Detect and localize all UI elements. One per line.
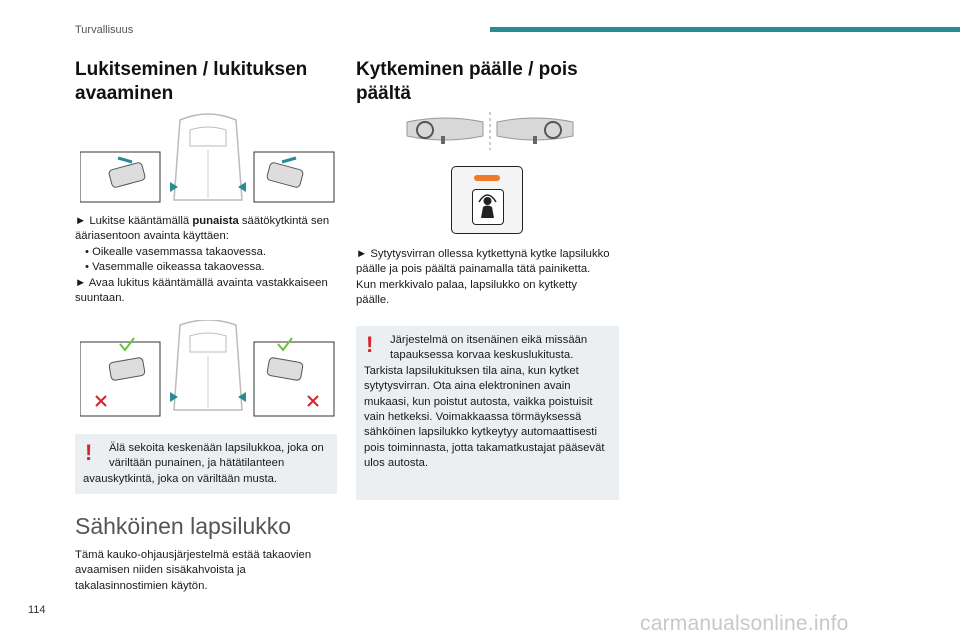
lock-step-1-pre: ► Lukitse kääntämällä xyxy=(75,215,193,227)
warning-text-rest: avauskytkintä, joka on väriltään musta. xyxy=(83,472,278,485)
lock-step-1-post: säätökytkintä sen ääriasentoon avainta käyttäen: xyxy=(75,215,330,243)
child-lock-button xyxy=(451,166,523,234)
heading-lock-unlock: Lukitseminen / lukituksen avaaminen xyxy=(75,59,308,104)
warning-text-rest: Tarkista lapsilukituksen tila aina, kun kytket sytytysvirran. Ota aina elektroninen avain mukaasi, kun poistut autosta, vaikka poistuisit vain hetkeksi. Voimakkaassa törmäyksessä sähköinen lapsilukko kytkeytyy automaattisesti pois toiminnasta, jotta takamatkustajat pääsevät ulos autosta. xyxy=(364,364,605,470)
toggle-text: ► Sytytysvirran ollessa kytkettynä kytke lapsilukko päälle ja pois päältä painamalla tätä painiketta. xyxy=(356,248,610,276)
lock-step-2: ► Avaa lukitus kääntämällä avainta vastakkaiseen suuntaan. xyxy=(75,276,328,305)
warning-icon: ! xyxy=(85,440,93,465)
page-number: 114 xyxy=(28,604,46,616)
child-lock-icon xyxy=(472,189,504,225)
lock-step-1-bold: punaista xyxy=(192,215,239,227)
warning-text-first: Älä sekoita keskenään lapsilukkoa, joka on väriltään punainen, ja hätätilanteen xyxy=(109,442,324,470)
warning-icon: ! xyxy=(366,332,374,357)
dashboard-illustration xyxy=(405,110,575,155)
watermark: carmanualsonline.info xyxy=(640,612,849,635)
warning-box-electric xyxy=(356,326,619,500)
heading-electric-child-lock: Sähköinen lapsilukko xyxy=(75,513,292,539)
toggle-instructions xyxy=(356,247,611,309)
warning-text-first: Järjestelmä on itsenäinen eikä missään tapauksessa korvaa keskuslukitusta. xyxy=(390,334,588,362)
lock-bullet-1: • Oikealle vasemmassa takaovessa. xyxy=(85,245,267,258)
lock-instructions xyxy=(75,214,340,306)
electric-child-lock-text: Tämä kauko-ohjausjärjestelmä estää takaovien avaamisen niiden sisäkahvoista ja takalasinnostimien käytön. xyxy=(75,549,312,592)
lock-bullet-2: • Vasemmalle oikeassa takaovessa. xyxy=(85,261,265,274)
header-rule xyxy=(490,27,960,32)
section-label: Turvallisuus xyxy=(75,24,134,36)
door-lock-illustration-1 xyxy=(80,110,335,210)
indicator-led xyxy=(474,175,500,181)
warning-box-child-lock xyxy=(75,434,337,494)
heading-toggle: Kytkeminen päälle / pois päältä xyxy=(356,59,578,104)
door-lock-illustration-2 xyxy=(80,320,335,420)
toggle-text-2: Kun merkkivalo palaa, lapsilukko on kytketty päälle. xyxy=(356,278,578,307)
